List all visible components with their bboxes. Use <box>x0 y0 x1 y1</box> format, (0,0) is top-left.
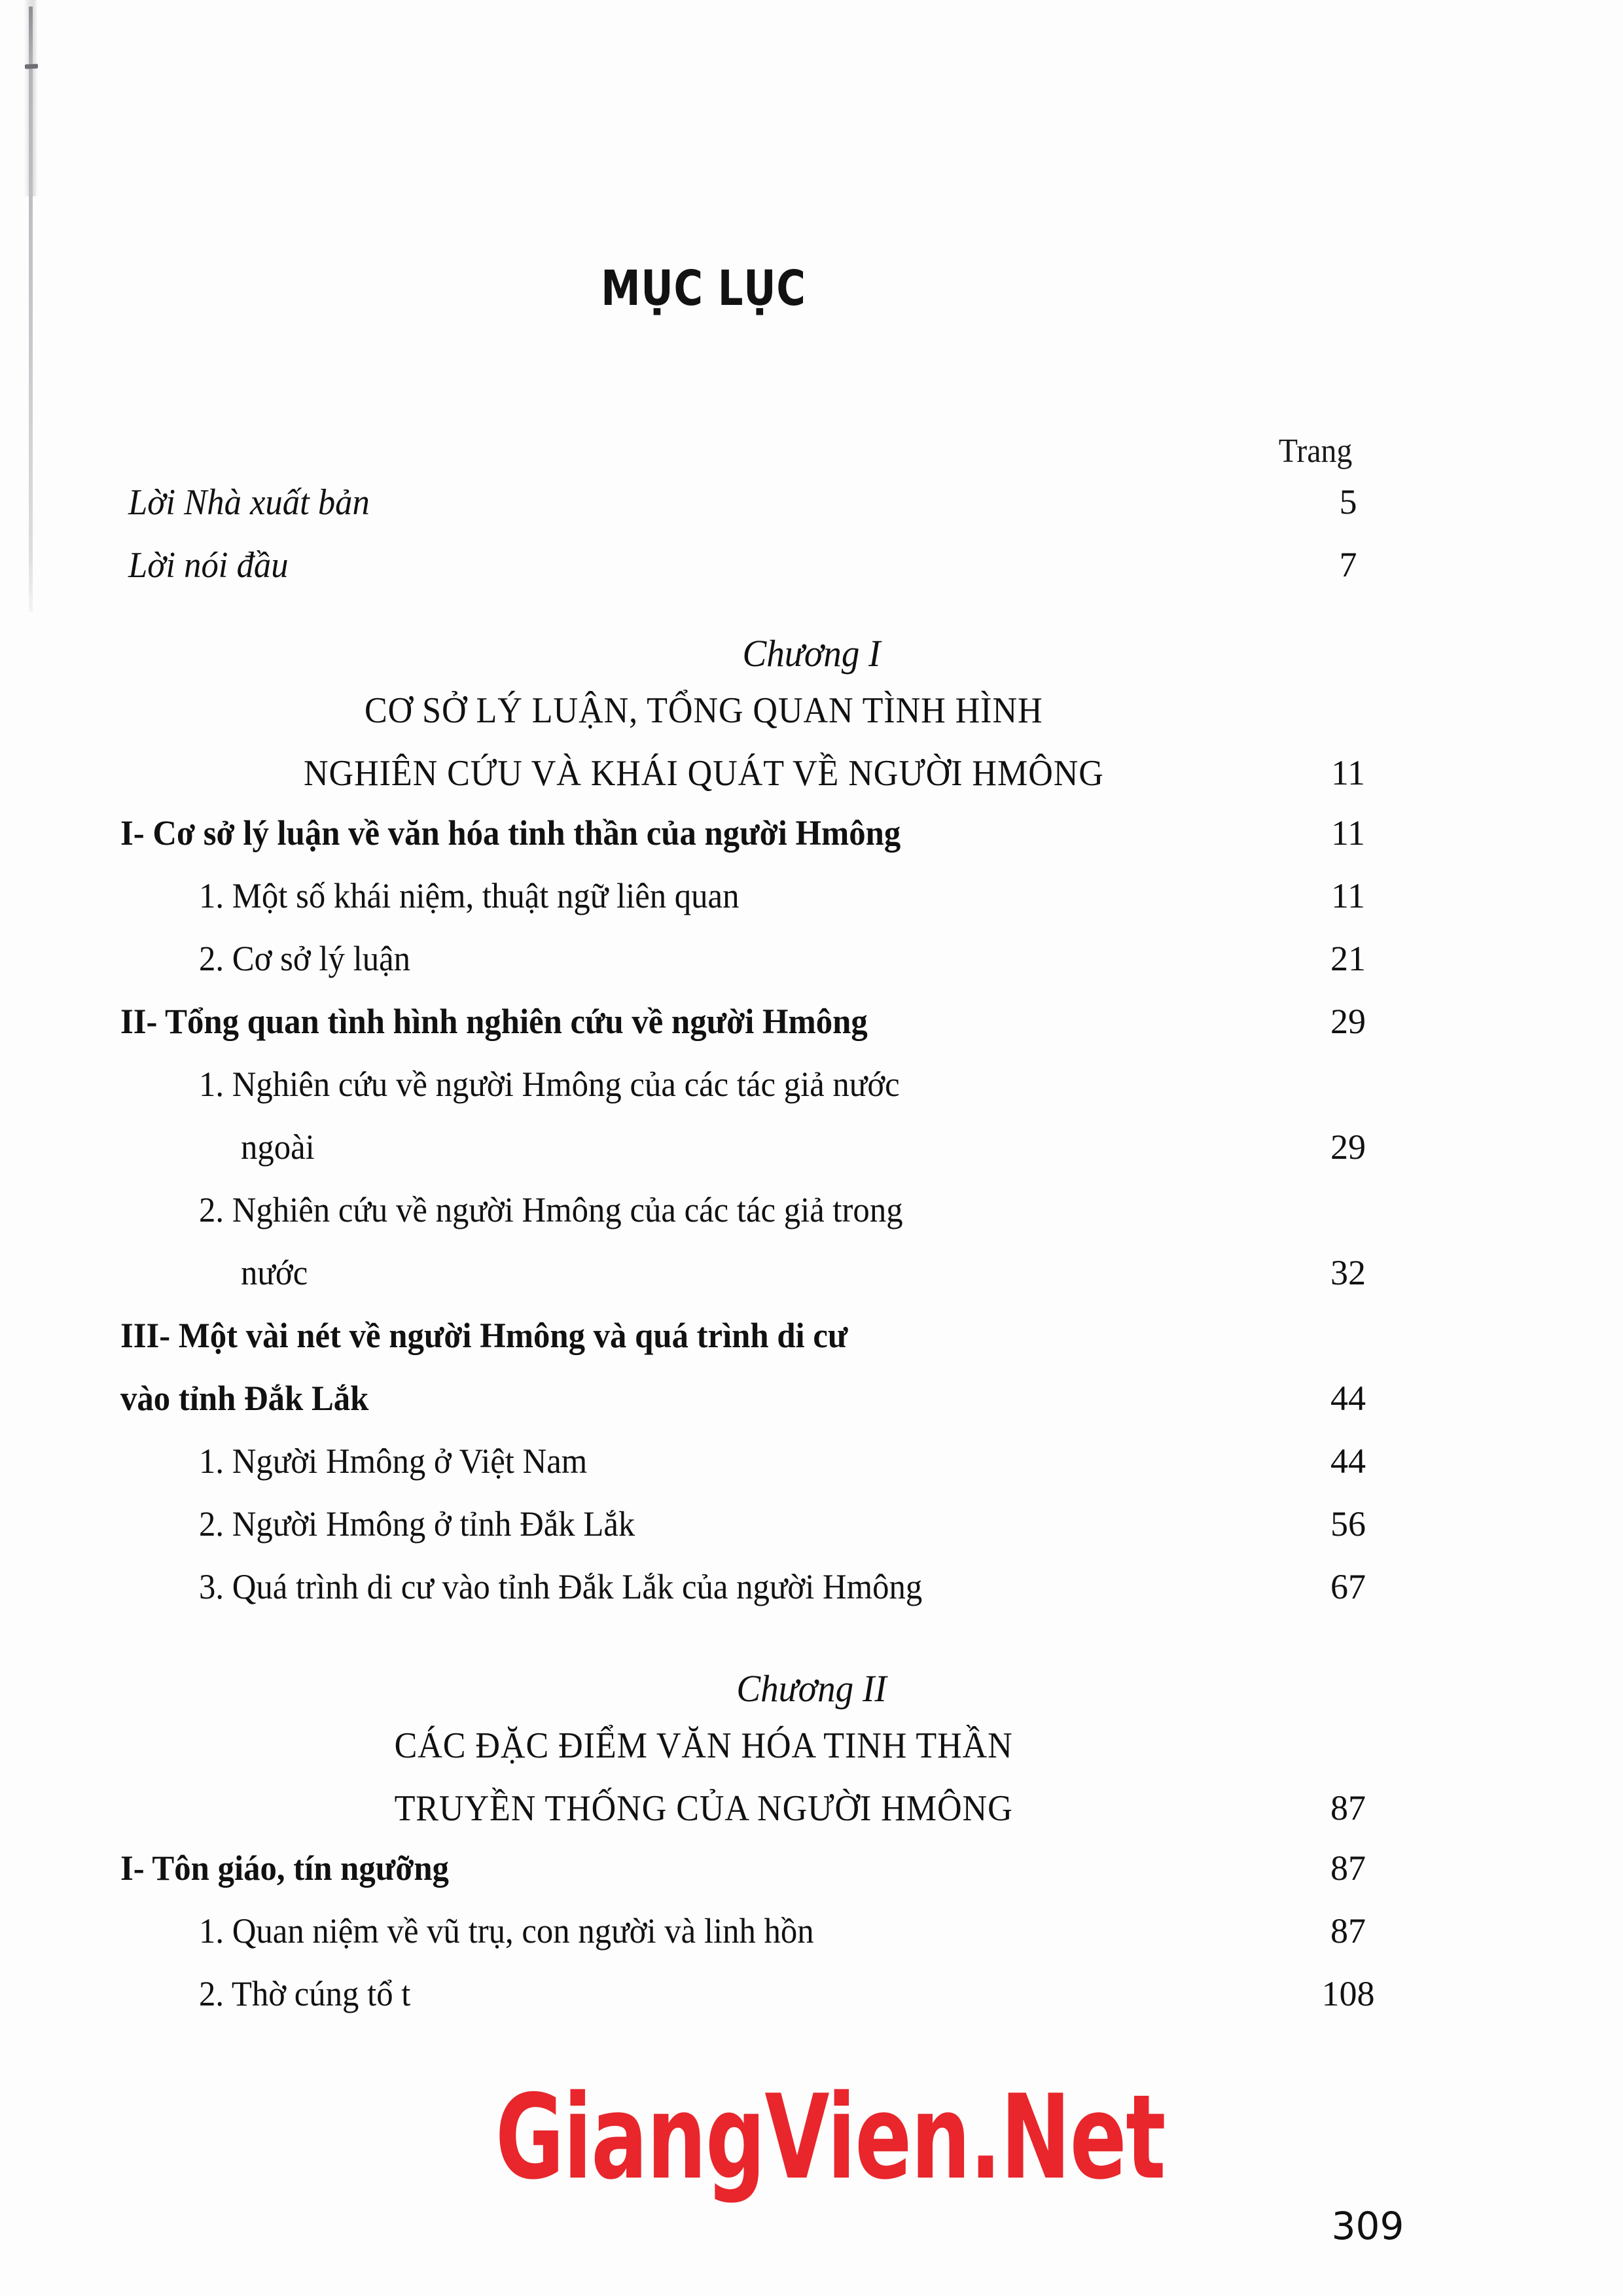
toc-entry-label: Lời nói đầu <box>128 545 289 586</box>
chapter-title-text: CÁC ĐẶC ĐIỂM VĂN HÓA TINH THẦN <box>394 1725 1013 1766</box>
scan-artifact-nick <box>25 63 38 69</box>
toc-row-section-continuation <box>0 1381 1623 1443</box>
toc-entry-page: 108 <box>1321 1974 1375 2013</box>
toc-row-subsection-continuation <box>0 1255 1623 1318</box>
toc-entry-label: nước <box>241 1253 308 1292</box>
toc-row-subsection <box>0 1443 1623 1506</box>
toc-entry-label: 3. Quá trình di cư vào tỉnh Đắk Lắk của người Hmông <box>199 1567 923 1606</box>
toc-entry-label: 2. Thờ cúng tổ t <box>199 1974 411 2013</box>
toc-row-subsection <box>0 1192 1623 1255</box>
toc-entry-label: II- Tổng quan tình hình nghiên cứu về người Hmông <box>120 1002 868 1041</box>
toc-entry-page: 44 <box>1330 1379 1366 1418</box>
watermark-giangvien: GiangVien.Net <box>495 2070 1166 2205</box>
toc-entry-label: ngoài <box>241 1127 315 1167</box>
chapter-title-line <box>0 1788 1623 1850</box>
chapter-page: 87 <box>1330 1788 1366 1828</box>
chapter-title-line <box>0 1725 1623 1788</box>
toc-entry-label: Lời Nhà xuất bản <box>128 482 370 523</box>
toc-entry-page: 7 <box>1339 545 1357 584</box>
toc-entry-label: I- Cơ sở lý luận về văn hóa tinh thần của người Hmông <box>120 813 901 853</box>
spacer <box>0 1632 1623 1662</box>
toc-entry-page: 5 <box>1339 482 1357 521</box>
toc-entry-label: 1. Người Hmông ở Việt Nam <box>199 1441 588 1481</box>
toc-entry-label: I- Tôn giáo, tín ngưỡng <box>120 1848 449 1888</box>
toc-entry-label: 1. Quan niệm về vũ trụ, con người và linh hồn <box>199 1911 814 1951</box>
page-column-header: Trang <box>1278 433 1353 470</box>
toc-entry-page: 56 <box>1330 1504 1366 1544</box>
toc-row-subsection-continuation <box>0 1129 1623 1192</box>
chapter-label: Chương II <box>736 1667 887 1710</box>
page-title: MỤC LỤC <box>601 260 806 317</box>
chapter-title-text: TRUYỀN THỐNG CỦA NGƯỜI HMÔNG <box>394 1788 1013 1829</box>
toc-entry-label: 2. Người Hmông ở tỉnh Đắk Lắk <box>199 1504 635 1544</box>
toc-row-subsection <box>0 1976 1623 2039</box>
toc-row-subsection <box>0 1913 1623 1976</box>
toc-entry-page: 11 <box>1331 813 1365 853</box>
chapter-page: 11 <box>1331 753 1365 792</box>
toc-entry-page: 29 <box>1330 1127 1366 1167</box>
chapter-title-text: CƠ SỞ LÝ LUẬN, TỔNG QUAN TÌNH HÌNH <box>364 690 1043 731</box>
toc-row-section <box>0 1850 1623 1913</box>
toc-entry-page: 44 <box>1330 1441 1366 1481</box>
toc-entry-label: 1. Một số khái niệm, thuật ngữ liên quan <box>199 876 740 915</box>
toc-row-subsection <box>0 1569 1623 1632</box>
spacer <box>0 610 1623 627</box>
toc-row-section <box>0 1318 1623 1381</box>
toc-row-section <box>0 1004 1623 1067</box>
toc-entry-label: 2. Nghiên cứu về người Hmông của các tác giả trong <box>199 1190 903 1229</box>
toc-entry-page: 67 <box>1330 1567 1366 1606</box>
table-of-contents <box>0 484 1623 2039</box>
toc-entry-page: 32 <box>1330 1253 1366 1292</box>
toc-entry-page: 87 <box>1330 1848 1366 1888</box>
toc-row-front-matter <box>0 484 1623 547</box>
toc-entry-page: 11 <box>1331 876 1365 915</box>
toc-row-subsection <box>0 1506 1623 1569</box>
toc-entry-label: III- Một vài nét về người Hmông và quá trình di cư <box>120 1316 848 1355</box>
toc-entry-page: 29 <box>1330 1002 1366 1041</box>
toc-entry-page: 21 <box>1330 939 1366 978</box>
toc-entry-page: 87 <box>1330 1911 1366 1951</box>
toc-row-section <box>0 815 1623 878</box>
toc-row-subsection <box>0 878 1623 941</box>
toc-entry-label: 2. Cơ sở lý luận <box>199 939 411 978</box>
toc-row-subsection <box>0 941 1623 1004</box>
chapter-title-text: NGHIÊN CỨU VÀ KHÁI QUÁT VỀ NGƯỜI HMÔNG <box>303 753 1104 794</box>
toc-row-front-matter <box>0 547 1623 610</box>
chapter-title-line <box>0 690 1623 752</box>
toc-entry-label: 1. Nghiên cứu về người Hmông của các tác giả nước <box>199 1065 900 1104</box>
toc-entry-label: vào tỉnh Đắk Lắk <box>120 1379 369 1418</box>
toc-row-subsection <box>0 1067 1623 1129</box>
chapter-label: Chương I <box>742 632 881 675</box>
folio-page-number: 309 <box>1331 2204 1404 2248</box>
chapter-title-line <box>0 752 1623 815</box>
